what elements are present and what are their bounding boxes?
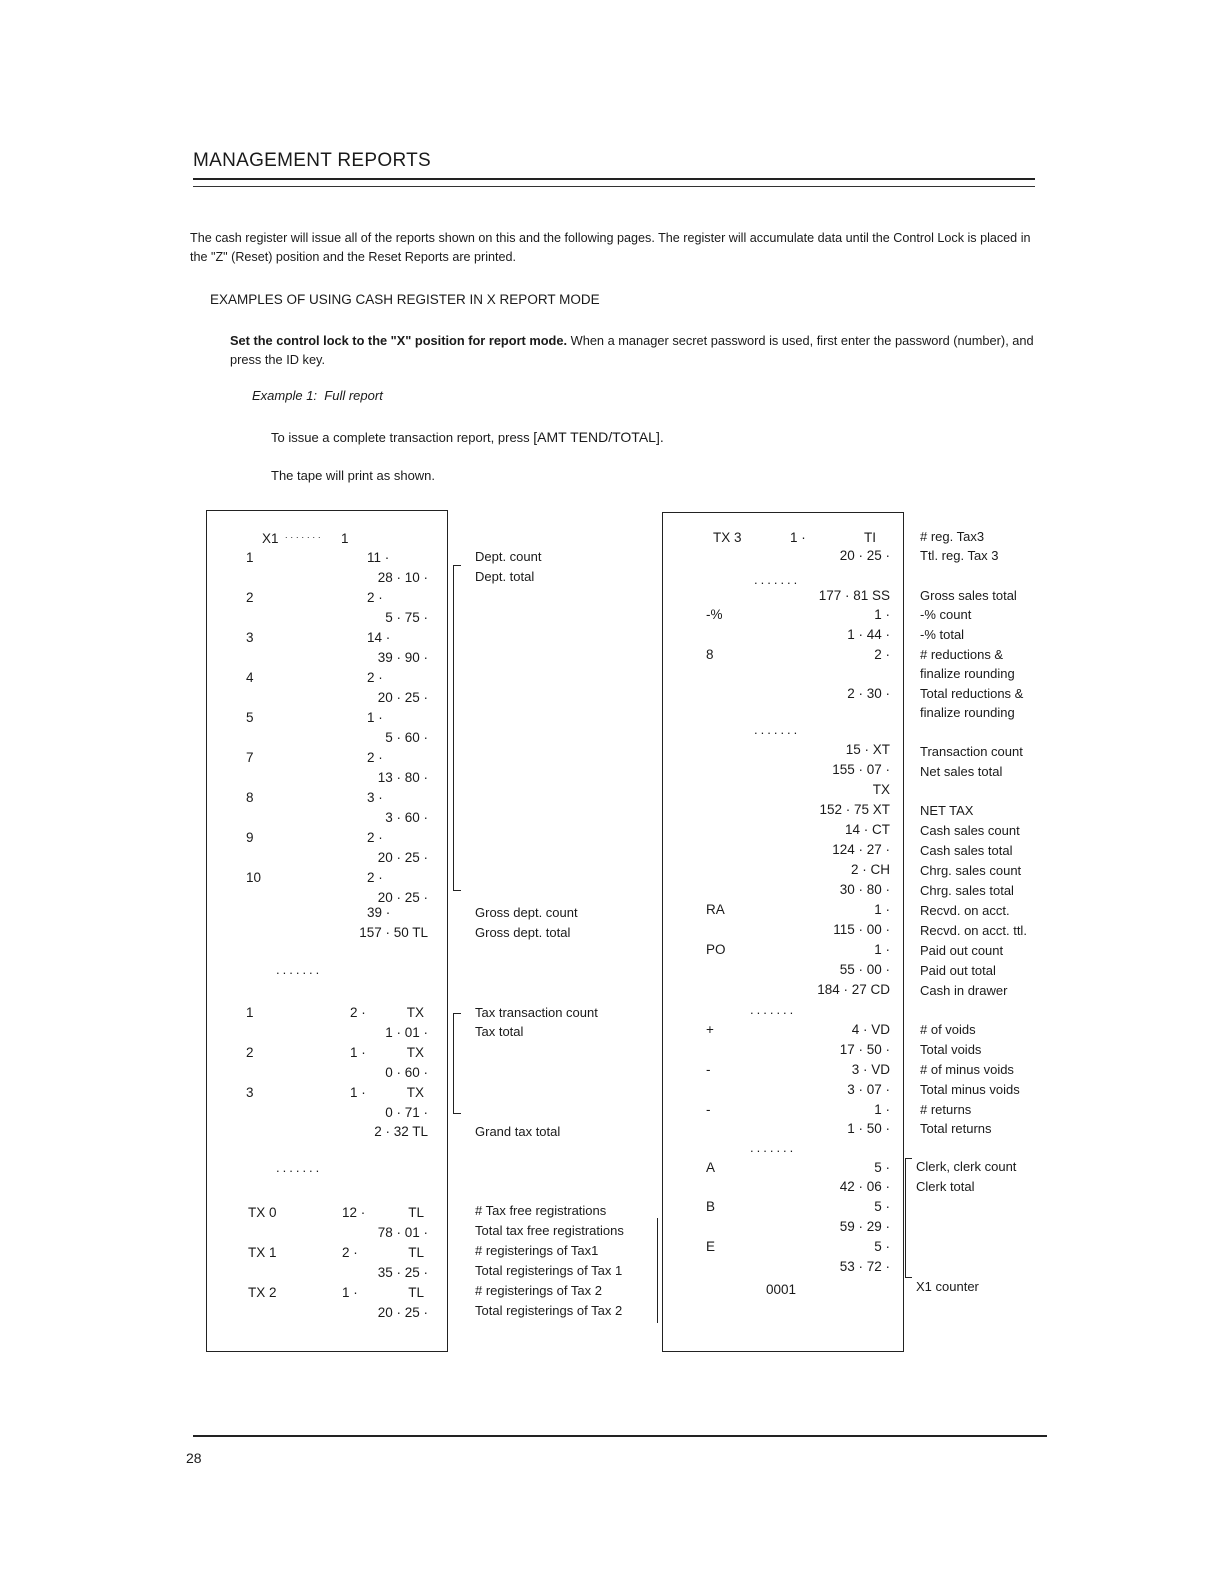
tape-2-row-value: 4 · VD [851, 1022, 890, 1037]
label-tf2: Total tax free registrations [475, 1223, 624, 1238]
tape-1-header-num: 1 [341, 531, 349, 546]
dept-count: 2 · [367, 870, 383, 885]
tape-2-row-count: 1 · [790, 530, 806, 545]
dept-number: 3 [246, 630, 254, 645]
dept-total: 5 · 60 · [385, 730, 428, 745]
separator-dots: ....... [276, 1160, 323, 1175]
separator-dots: ....... [750, 1140, 797, 1155]
dept-count: 3 · [367, 790, 383, 805]
tape-1-header-dots: ....... [285, 530, 324, 540]
tape-2-row-value: 1 · 50 · [847, 1121, 890, 1136]
taxfree-code: TL [408, 1245, 424, 1260]
tax-number: 1 [246, 1005, 254, 1020]
tax-count: 2 · [350, 1005, 366, 1020]
section-subtitle: EXAMPLES OF USING CASH REGISTER IN X REPORT MODE [210, 292, 600, 307]
tape-2-label: Chrg. sales count [920, 863, 1022, 878]
dept-total: 28 · 10 · [377, 570, 428, 585]
dept-number: 1 [246, 550, 254, 565]
dept-total: 13 · 80 · [377, 770, 428, 785]
example-heading [252, 388, 383, 403]
label-tf1: # Tax free registrations [475, 1203, 607, 1218]
tape-2-label: finalize rounding [920, 666, 1015, 681]
tape-2-label: Cash sales count [920, 823, 1020, 838]
tape-2-row-value: 124 · 27 · [832, 842, 890, 857]
tax-number: 2 [246, 1045, 254, 1060]
intro-paragraph: The cash register will issue all of the reports shown on this and the following pages. The register will accumulate data until the Control Lock is placed in the "Z" (Reset) position and the Reset Reports are printed. [190, 231, 1031, 264]
tax-number: 3 [246, 1085, 254, 1100]
tape-2-row-key: -% [706, 607, 723, 622]
tape-2-row-value: 1 · [874, 942, 890, 957]
taxfree-name: TX 2 [248, 1285, 277, 1300]
tape-2-label: # reductions & [920, 647, 1004, 662]
separator-dots: ....... [276, 962, 323, 977]
tape-2-row-key: + [706, 1022, 714, 1037]
tape-2-row-value: 184 · 27 CD [817, 982, 890, 997]
taxfree-total: 35 · 25 · [377, 1265, 428, 1280]
label-tf4: Total registerings of Tax 1 [475, 1263, 623, 1278]
taxfree-count: 12 · [342, 1205, 366, 1220]
taxfree-name: TX 1 [248, 1245, 277, 1260]
tape-2-row-value: 59 · 29 · [839, 1219, 890, 1234]
tape-2-label: Cash in drawer [920, 983, 1008, 998]
tax-count: 1 · [350, 1045, 366, 1060]
dept-count: 1 · [367, 710, 383, 725]
tape-2-row-key: A [706, 1160, 716, 1175]
label-tax-total: Tax total [475, 1024, 524, 1039]
label-tf5: # registerings of Tax 2 [475, 1283, 602, 1298]
label-tax-count: Tax transaction count [475, 1005, 598, 1020]
x1-counter-value: 0001 [766, 1282, 797, 1297]
taxfree-total: 78 · 01 · [377, 1225, 428, 1240]
dept-count: 2 · [367, 750, 383, 765]
step-instruction [230, 331, 1050, 369]
taxfree-code: TL [408, 1205, 424, 1220]
tape-2-row-key: E [706, 1239, 716, 1254]
example-label: Example 1: [252, 388, 318, 403]
taxfree-divider [657, 1218, 658, 1323]
tape-2-row-value: 20 · 25 · [839, 548, 890, 563]
tape-2-row-value: 152 · 75 XT [819, 802, 890, 817]
tape-2-label: Net sales total [920, 764, 1003, 779]
tape-2-label: Gross sales total [920, 588, 1017, 603]
issue-key: [AMT TEND/TOTAL]. [533, 429, 664, 445]
tax-code: TX [406, 1085, 424, 1100]
step-rest: When a manager secret password is used, first enter the password (number), and press the ID key. [230, 333, 1034, 367]
tape-2-label: Clerk total [916, 1179, 975, 1194]
tape-2-row-value: TI [864, 530, 876, 545]
label-dept-total: Dept. total [475, 569, 535, 584]
tax-count: 1 · [350, 1085, 366, 1100]
tape-2-label: NET TAX [920, 803, 974, 818]
tape-2-label: Total returns [920, 1121, 992, 1136]
dept-count: 2 · [367, 590, 383, 605]
dept-total: 20 · 25 · [377, 890, 428, 905]
tape-2-row-value: 2 · [874, 647, 890, 662]
separator-dots: ....... [754, 572, 801, 587]
dept-count: 14 · [367, 630, 391, 645]
tape-2-row-value: 1 · [874, 902, 890, 917]
taxfree-total: 20 · 25 · [377, 1305, 428, 1320]
tape-2-label: X1 counter [916, 1279, 979, 1294]
title-rule-thin [193, 186, 1035, 187]
tape-note: The tape will print as shown. [271, 468, 436, 483]
tape-2-label: -% count [920, 607, 972, 622]
tape-2-label: Cash sales total [920, 843, 1013, 858]
dept-total: 20 · 25 · [377, 690, 428, 705]
tape-2-label: # of minus voids [920, 1062, 1014, 1077]
separator-dots: ....... [754, 722, 801, 737]
tape-2-row-value: 1 · 44 · [847, 627, 890, 642]
gross-total: 157 · 50 TL [359, 925, 428, 940]
tape-2-label: Chrg. sales total [920, 883, 1014, 898]
dept-number: 10 [246, 870, 262, 885]
tape-2-row-value: 42 · 06 · [839, 1179, 890, 1194]
tape-2-row-key: TX 3 [713, 530, 742, 545]
tape-2-row-value: 15 · XT [845, 742, 890, 757]
tape-2-row-value: 3 · VD [851, 1062, 890, 1077]
label-tf3: # registerings of Tax1 [475, 1243, 599, 1258]
tape-2-row-value: 5 · [874, 1160, 890, 1175]
tape-2-label: -% total [920, 627, 965, 642]
title-rule [193, 178, 1035, 180]
tax-total: 1 · 01 · [385, 1025, 428, 1040]
tape-2-row-value: 2 · CH [850, 862, 890, 877]
taxfree-name: TX 0 [248, 1205, 277, 1220]
tape-2-label: Total minus voids [920, 1082, 1020, 1097]
tape-2-label: Recvd. on acct. [920, 903, 1010, 918]
tax-bracket [453, 1013, 461, 1114]
label-tf6: Total registerings of Tax 2 [475, 1303, 623, 1318]
tape-2-row-value: 5 · [874, 1199, 890, 1214]
dept-total: 3 · 60 · [385, 810, 428, 825]
tape-2-row-value: 53 · 72 · [839, 1259, 890, 1274]
taxfree-count: 1 · [342, 1285, 358, 1300]
example-title: Full report [324, 388, 383, 403]
dept-number: 9 [246, 830, 254, 845]
issue-instruction [271, 429, 664, 445]
dept-count: 2 · [367, 670, 383, 685]
tape-2-row-value: 55 · 00 · [839, 962, 890, 977]
tape-2-label: finalize rounding [920, 705, 1015, 720]
page-title: MANAGEMENT REPORTS [193, 150, 432, 171]
label-dept-count: Dept. count [475, 549, 542, 564]
tape-2-label: Clerk, clerk count [916, 1159, 1017, 1174]
clerk-bracket [905, 1158, 912, 1278]
tape-2-label: Ttl. reg. Tax 3 [920, 548, 999, 563]
tape-2-row-value: 3 · 07 · [847, 1082, 890, 1097]
dept-total: 39 · 90 · [377, 650, 428, 665]
tape-2-label: Total voids [920, 1042, 982, 1057]
dept-number: 2 [246, 590, 254, 605]
grand-tax-total: 2 · 32 TL [374, 1124, 428, 1139]
dept-bracket [453, 565, 461, 891]
dept-number: 7 [246, 750, 254, 765]
tape-2-row-value: 1 · [874, 1102, 890, 1117]
tape-2-row-value: 30 · 80 · [839, 882, 890, 897]
separator-dots: ....... [750, 1002, 797, 1017]
tape-2-row-value: 177 · 81 SS [818, 588, 890, 603]
tape-2-label: Transaction count [920, 744, 1023, 759]
tape-2-row-value: 1 · [874, 607, 890, 622]
tape-2-label: Recvd. on acct. ttl. [920, 923, 1027, 938]
tape-2-row-key: - [706, 1062, 711, 1077]
tape-2-row-key: 8 [706, 647, 714, 662]
dept-number: 5 [246, 710, 254, 725]
tape-2-label: Paid out total [920, 963, 996, 978]
tape-2-row-key: PO [706, 942, 726, 957]
dept-total: 5 · 75 · [385, 610, 428, 625]
label-grand-tax: Grand tax total [475, 1124, 561, 1139]
tape-2-row-key: - [706, 1102, 711, 1117]
tape-2-row-value: 14 · CT [844, 822, 890, 837]
tape-2-label: # reg. Tax3 [920, 529, 985, 544]
tape-2-label: Total reductions & [920, 686, 1024, 701]
label-gross-total: Gross dept. total [475, 925, 571, 940]
tape-2-row-value: 155 · 07 · [832, 762, 890, 777]
gross-count: 39 · [367, 905, 391, 920]
tax-total: 0 · 60 · [385, 1065, 428, 1080]
issue-text: To issue a complete transaction report, press [271, 430, 534, 445]
dept-number: 4 [246, 670, 254, 685]
dept-count: 11 · [367, 550, 390, 565]
tax-total: 0 · 71 · [385, 1105, 428, 1120]
label-gross-count: Gross dept. count [475, 905, 578, 920]
taxfree-code: TL [408, 1285, 424, 1300]
tape-2-row-value: TX [872, 782, 890, 797]
dept-count: 2 · [367, 830, 383, 845]
tax-code: TX [406, 1045, 424, 1060]
tax-code: TX [406, 1005, 424, 1020]
tape-2-row-value: 5 · [874, 1239, 890, 1254]
taxfree-count: 2 · [342, 1245, 358, 1260]
tape-2-row-value: 17 · 50 · [839, 1042, 890, 1057]
tape-2-label: Paid out count [920, 943, 1004, 958]
tape-2-row-key: RA [706, 902, 725, 917]
footer-rule [193, 1435, 1047, 1437]
dept-total: 20 · 25 · [377, 850, 428, 865]
dept-number: 8 [246, 790, 254, 805]
tape-1-header: X1 [262, 531, 279, 546]
tape-2-row-value: 2 · 30 · [847, 686, 890, 701]
tape-2-label: # of voids [920, 1022, 976, 1037]
tape-2-row-key: B [706, 1199, 716, 1214]
step-bold: Set the control lock to the "X" position for report mode. [230, 333, 568, 348]
page-number: 28 [186, 1450, 202, 1466]
tape-2-row-value: 115 · 00 · [833, 922, 890, 937]
tape-2-label: # returns [920, 1102, 972, 1117]
